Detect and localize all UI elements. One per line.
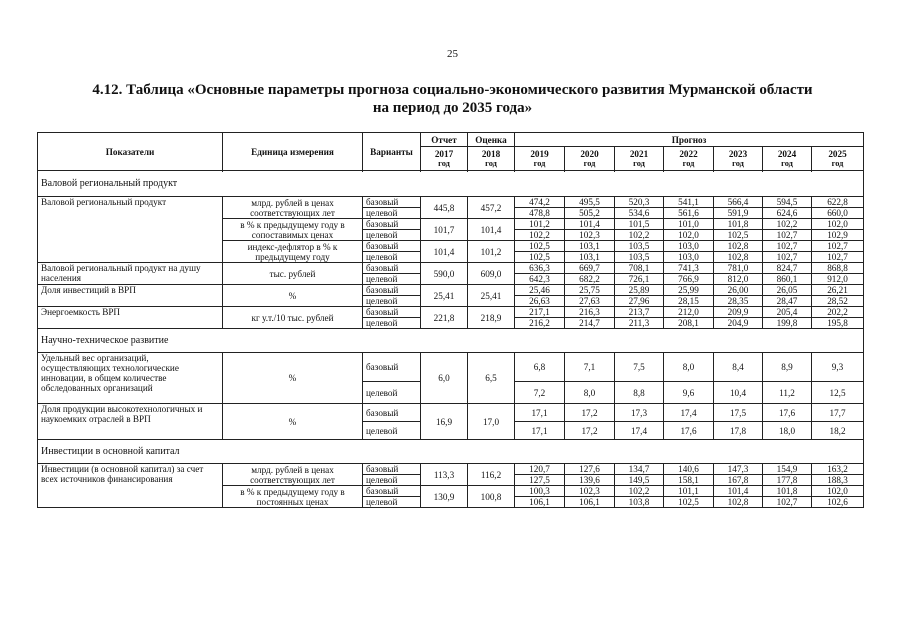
value-cell: 101,8	[714, 219, 763, 230]
value-2018: 6,5	[468, 353, 515, 404]
value-cell: 102,0	[812, 486, 864, 497]
value-cell: 205,4	[763, 307, 812, 318]
value-cell: 17,3	[615, 404, 664, 422]
value-cell: 154,9	[763, 464, 812, 475]
value-cell: 682,2	[565, 274, 615, 285]
value-cell: 741,3	[664, 263, 714, 274]
year-header: 2017 год	[421, 147, 468, 171]
value-cell: 103,5	[615, 241, 664, 252]
value-cell: 27,63	[565, 296, 615, 307]
value-cell: 781,0	[714, 263, 763, 274]
value-cell: 28,47	[763, 296, 812, 307]
value-cell: 669,7	[565, 263, 615, 274]
value-cell: 566,4	[714, 197, 763, 208]
value-cell: 26,21	[812, 285, 864, 296]
value-cell: 208,1	[664, 318, 714, 329]
variant-base: базовый	[363, 464, 421, 475]
value-cell: 17,7	[812, 404, 864, 422]
value-cell: 505,2	[565, 208, 615, 219]
value-cell: 163,2	[812, 464, 864, 475]
variant-target: целевой	[363, 318, 421, 329]
table-row	[38, 353, 864, 382]
value-cell: 103,0	[664, 241, 714, 252]
value-cell: 17,5	[714, 404, 763, 422]
value-cell: 102,2	[615, 230, 664, 241]
value-cell: 8,9	[763, 353, 812, 382]
value-cell: 11,2	[763, 382, 812, 404]
value-cell: 17,2	[565, 404, 615, 422]
section-row	[38, 329, 864, 353]
indicator-energy-intensity: Энергоемкость ВРП	[38, 307, 223, 329]
value-cell: 102,7	[763, 252, 812, 263]
value-cell: 26,00	[714, 285, 763, 296]
value-cell: 520,3	[615, 197, 664, 208]
value-cell: 622,8	[812, 197, 864, 208]
value-cell: 591,9	[714, 208, 763, 219]
value-cell: 102,8	[714, 241, 763, 252]
col-report: Отчет	[421, 133, 468, 147]
value-cell: 158,1	[664, 475, 714, 486]
value-cell: 474,2	[515, 197, 565, 208]
value-2017: 590,0	[421, 263, 468, 285]
value-cell: 28,52	[812, 296, 864, 307]
value-cell: 9,6	[664, 382, 714, 404]
value-cell: 106,1	[515, 497, 565, 508]
value-cell: 102,6	[812, 497, 864, 508]
section-grp: Валовой региональный продукт	[38, 171, 864, 197]
value-cell: 199,8	[763, 318, 812, 329]
value-2017: 130,9	[421, 486, 468, 508]
variant-base: базовый	[363, 241, 421, 252]
value-cell: 103,8	[615, 497, 664, 508]
value-2018: 609,0	[468, 263, 515, 285]
value-cell: 102,7	[763, 241, 812, 252]
value-cell: 127,5	[515, 475, 565, 486]
value-cell: 726,1	[615, 274, 664, 285]
value-cell: 534,6	[615, 208, 664, 219]
value-cell: 101,0	[664, 219, 714, 230]
value-2018: 25,41	[468, 285, 515, 307]
value-cell: 561,6	[664, 208, 714, 219]
value-2017: 221,8	[421, 307, 468, 329]
value-cell: 868,8	[812, 263, 864, 274]
value-cell: 188,3	[812, 475, 864, 486]
col-unit: Единица измерения	[223, 133, 363, 171]
value-cell: 26,63	[515, 296, 565, 307]
value-cell: 642,3	[515, 274, 565, 285]
value-cell: 824,7	[763, 263, 812, 274]
value-2017: 101,4	[421, 241, 468, 263]
value-cell: 25,46	[515, 285, 565, 296]
value-cell: 478,8	[515, 208, 565, 219]
variant-target: целевой	[363, 252, 421, 263]
variant-base: базовый	[363, 263, 421, 274]
indicator-investment-share: Доля инвестиций в ВРП	[38, 285, 223, 307]
col-forecast: Прогноз	[515, 133, 864, 147]
value-cell: 17,4	[664, 404, 714, 422]
col-variants: Варианты	[363, 133, 421, 171]
variant-target: целевой	[363, 422, 421, 440]
value-cell: 7,1	[565, 353, 615, 382]
value-cell: 102,3	[565, 230, 615, 241]
variant-target: целевой	[363, 475, 421, 486]
value-cell: 211,3	[615, 318, 664, 329]
value-cell: 812,0	[714, 274, 763, 285]
value-cell: 101,2	[515, 219, 565, 230]
value-2018: 116,2	[468, 464, 515, 486]
unit-cell: индекс-дефлятор в % к предыдущему году	[223, 241, 363, 263]
unit-cell: кг у.т./10 тыс. рублей	[223, 307, 363, 329]
value-cell: 214,7	[565, 318, 615, 329]
value-cell: 103,1	[565, 241, 615, 252]
value-2017: 6,0	[421, 353, 468, 404]
value-cell: 102,5	[714, 230, 763, 241]
value-cell: 102,2	[763, 219, 812, 230]
value-cell: 8,4	[714, 353, 763, 382]
variant-base: базовый	[363, 307, 421, 318]
value-cell: 624,6	[763, 208, 812, 219]
value-cell: 102,7	[763, 230, 812, 241]
value-cell: 167,8	[714, 475, 763, 486]
variant-target: целевой	[363, 382, 421, 404]
value-cell: 103,1	[565, 252, 615, 263]
unit-cell: млрд. рублей в ценах соответствующих лет	[223, 464, 363, 486]
value-cell: 27,96	[615, 296, 664, 307]
value-cell: 17,6	[763, 404, 812, 422]
value-cell: 28,35	[714, 296, 763, 307]
value-cell: 140,6	[664, 464, 714, 475]
variant-target: целевой	[363, 208, 421, 219]
value-cell: 6,8	[515, 353, 565, 382]
value-cell: 209,9	[714, 307, 763, 318]
variant-base: базовый	[363, 285, 421, 296]
unit-cell: %	[223, 353, 363, 404]
value-cell: 17,1	[515, 422, 565, 440]
value-cell: 18,2	[812, 422, 864, 440]
value-cell: 660,0	[812, 208, 864, 219]
value-cell: 9,3	[812, 353, 864, 382]
value-cell: 103,0	[664, 252, 714, 263]
value-cell: 102,7	[812, 241, 864, 252]
value-cell: 766,9	[664, 274, 714, 285]
value-cell: 17,6	[664, 422, 714, 440]
value-cell: 7,2	[515, 382, 565, 404]
variant-base: базовый	[363, 353, 421, 382]
value-cell: 100,3	[515, 486, 565, 497]
unit-cell: в % к предыдущему году в сопоставимых ценах	[223, 219, 363, 241]
value-cell: 195,8	[812, 318, 864, 329]
value-cell: 102,3	[565, 486, 615, 497]
value-2018: 457,2	[468, 197, 515, 219]
year-header: 2023 год	[714, 147, 763, 171]
value-cell: 12,5	[812, 382, 864, 404]
page-number: 25	[447, 48, 458, 60]
value-cell: 17,1	[515, 404, 565, 422]
value-cell: 26,05	[763, 285, 812, 296]
value-cell: 10,4	[714, 382, 763, 404]
table-row	[38, 263, 864, 274]
value-cell: 101,4	[565, 219, 615, 230]
value-cell: 204,9	[714, 318, 763, 329]
unit-cell: %	[223, 285, 363, 307]
variant-target: целевой	[363, 497, 421, 508]
value-2017: 445,8	[421, 197, 468, 219]
indicator-investments: Инвестиции (в основной капитал) за счет всех источников финансирования	[38, 464, 223, 508]
year-header: 2018 год	[468, 147, 515, 171]
value-cell: 102,7	[812, 252, 864, 263]
value-cell: 212,0	[664, 307, 714, 318]
table-row	[38, 197, 864, 208]
value-2018: 100,8	[468, 486, 515, 508]
value-cell: 860,1	[763, 274, 812, 285]
value-cell: 17,2	[565, 422, 615, 440]
section-investments: Инвестиции в основной капитал	[38, 440, 864, 464]
value-cell: 134,7	[615, 464, 664, 475]
unit-cell: млрд. рублей в ценах соответствующих лет	[223, 197, 363, 219]
title-line-2: на период до 2035 года»	[372, 100, 533, 116]
value-cell: 102,5	[515, 252, 565, 263]
value-cell: 139,6	[565, 475, 615, 486]
variant-base: базовый	[363, 219, 421, 230]
value-cell: 102,2	[515, 230, 565, 241]
value-cell: 28,15	[664, 296, 714, 307]
title-line-1: 4.12. Таблица «Основные параметры прогноза социально-экономического развития Мурманской области	[92, 82, 813, 98]
year-header: 2025 год	[812, 147, 864, 171]
value-2017: 25,41	[421, 285, 468, 307]
table-row	[38, 285, 864, 296]
table-title	[40, 81, 865, 117]
indicator-innovative-orgs: Удельный вес организаций, осуществляющих технологические инновации, в общем количестве обследованных организаций	[38, 353, 223, 404]
value-cell: 202,2	[812, 307, 864, 318]
value-cell: 25,75	[565, 285, 615, 296]
value-cell: 7,5	[615, 353, 664, 382]
value-cell: 912,0	[812, 274, 864, 285]
value-cell: 25,89	[615, 285, 664, 296]
year-header: 2020 год	[565, 147, 615, 171]
value-cell: 8,8	[615, 382, 664, 404]
value-cell: 102,0	[812, 219, 864, 230]
variant-target: целевой	[363, 296, 421, 307]
value-cell: 216,3	[565, 307, 615, 318]
value-cell: 120,7	[515, 464, 565, 475]
value-cell: 106,1	[565, 497, 615, 508]
value-cell: 102,7	[763, 497, 812, 508]
value-cell: 708,1	[615, 263, 664, 274]
value-cell: 213,7	[615, 307, 664, 318]
value-cell: 102,9	[812, 230, 864, 241]
table-row	[38, 307, 864, 318]
value-cell: 636,3	[515, 263, 565, 274]
value-cell: 101,5	[615, 219, 664, 230]
table-row	[38, 404, 864, 422]
variant-target: целевой	[363, 230, 421, 241]
value-2017: 16,9	[421, 404, 468, 440]
value-cell: 101,1	[664, 486, 714, 497]
year-header: 2024 год	[763, 147, 812, 171]
forecast-table	[37, 132, 864, 508]
header-row-1	[38, 133, 864, 147]
value-2018: 218,9	[468, 307, 515, 329]
value-cell: 102,8	[714, 497, 763, 508]
value-cell: 541,1	[664, 197, 714, 208]
col-estimate: Оценка	[468, 133, 515, 147]
value-cell: 8,0	[565, 382, 615, 404]
value-cell: 217,1	[515, 307, 565, 318]
year-header: 2021 год	[615, 147, 664, 171]
value-cell: 216,2	[515, 318, 565, 329]
value-2018: 101,2	[468, 241, 515, 263]
value-2017: 113,3	[421, 464, 468, 486]
value-cell: 102,8	[714, 252, 763, 263]
unit-cell: тыс. рублей	[223, 263, 363, 285]
indicator-grp: Валовой региональный продукт	[38, 197, 223, 263]
year-header: 2019 год	[515, 147, 565, 171]
variant-base: базовый	[363, 197, 421, 208]
value-cell: 101,4	[714, 486, 763, 497]
variant-base: базовый	[363, 486, 421, 497]
year-header: 2022 год	[664, 147, 714, 171]
value-2017: 101,7	[421, 219, 468, 241]
table-row	[38, 464, 864, 475]
value-2018: 101,4	[468, 219, 515, 241]
value-2018: 17,0	[468, 404, 515, 440]
value-cell: 25,99	[664, 285, 714, 296]
value-cell: 17,8	[714, 422, 763, 440]
indicator-hightech-share: Доля продукции высокотехнологичных и наукоемких отраслей в ВРП	[38, 404, 223, 440]
section-row	[38, 440, 864, 464]
value-cell: 149,5	[615, 475, 664, 486]
value-cell: 101,8	[763, 486, 812, 497]
variant-target: целевой	[363, 274, 421, 285]
value-cell: 147,3	[714, 464, 763, 475]
value-cell: 102,5	[515, 241, 565, 252]
unit-cell: %	[223, 404, 363, 440]
value-cell: 18,0	[763, 422, 812, 440]
section-science: Научно-техническое развитие	[38, 329, 864, 353]
value-cell: 594,5	[763, 197, 812, 208]
value-cell: 102,0	[664, 230, 714, 241]
value-cell: 8,0	[664, 353, 714, 382]
variant-base: базовый	[363, 404, 421, 422]
value-cell: 17,4	[615, 422, 664, 440]
unit-cell: в % к предыдущему году в постоянных ценах	[223, 486, 363, 508]
value-cell: 102,2	[615, 486, 664, 497]
value-cell: 127,6	[565, 464, 615, 475]
indicator-grp-per-capita: Валовой региональный продукт на душу населения	[38, 263, 223, 285]
section-row	[38, 171, 864, 197]
value-cell: 177,8	[763, 475, 812, 486]
value-cell: 103,5	[615, 252, 664, 263]
value-cell: 495,5	[565, 197, 615, 208]
col-indicators: Показатели	[38, 133, 223, 171]
value-cell: 102,5	[664, 497, 714, 508]
